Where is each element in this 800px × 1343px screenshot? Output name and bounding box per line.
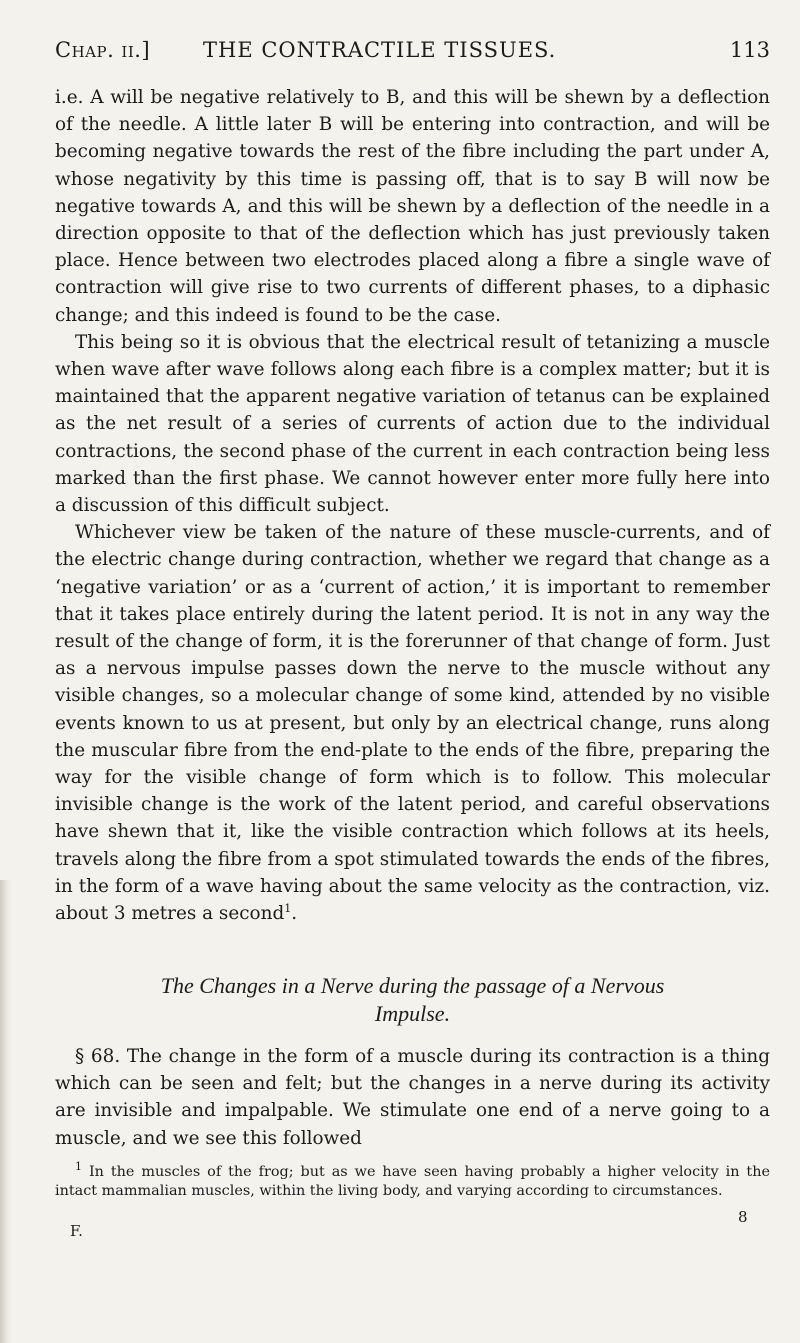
- sheet-number: 8: [738, 1208, 748, 1226]
- paragraph-2: This being so it is obvious that the electrical result of tetanizing a muscle when wave after wave follows along each fibre is a complex matter; but it is maintained that the apparent negative variation of tetanus can be explained as the net result of a series of currents of action due to the individual contractions, the second phase of the current in each contraction being less marked than the first phase. We cannot however enter more fully here into a discussion of this difficult subject.: [55, 331, 770, 517]
- running-head: [55, 38, 770, 74]
- footnote-marker: 1: [75, 1160, 82, 1174]
- page-title: THE CONTRACTILE TISSUES.: [203, 38, 557, 62]
- chapter-label: Chap. ii.]: [55, 38, 151, 62]
- footnote-text: In the muscles of the frog; but as we have seen having probably a higher velocity in the intact mammalian muscles, within the living body, and varying according to circumstances.: [55, 1164, 770, 1199]
- printer-signature: F.: [70, 1222, 83, 1240]
- footnote-reference: 1: [284, 901, 292, 915]
- paragraph-3: Whichever view be taken of the nature of these muscle-currents, and of the electric change during contraction, whether we regard that change as a ‘negative variation’ or as a ‘current of action,’ it is important to remember that it takes place entirely during the latent period. It is not in any way the result of the change of form, it is the forerunner of that change of form. Just as a nervous impulse passes down the nerve to the muscle without any visible changes, so a molecular change of some kind, attended by no visible events known to us at present, but only by an electrical change, runs along the muscular fibre from the end-plate to the ends of the fibre, preparing the way for the visible change of form which is to follow. This molecular invisible change is the work of the latent period, and careful observations have shewn that it, like the visible contraction which follows at its heels, travels along the fibre from a spot stimulated towards the ends of the fibres, in the form of a wave having about the same velocity as the contraction, viz. about 3 metres a second$^1$.: [55, 522, 770, 925]
- section-paragraph: § 68. The change in the form of a muscle during its contraction is a thing which can be seen and felt; but the changes in a nerve during its activity are invisible and impalpable. We stimulate one end of a nerve going to a muscle, and we see this followed: [55, 1046, 770, 1149]
- main-text: [55, 84, 770, 927]
- book-binding-shadow: [0, 880, 12, 1343]
- paragraph-3-text: Whichever view be taken of the nature of these muscle-currents, and of the electric change during contraction, whether we regard that change as a ‘negative variation’ or as a ‘current of action,’ it is important to remember that it takes place entirely during the latent period. It is not in any way the result of the change of form, it is the forerunner of that change of form. Just as a nervous impulse passes down the nerve to the muscle without any visible changes, so a molecular change of some kind, attended by no visible events known to us at present, but only by an electrical change, runs along the muscular fibre from the end-plate to the ends of the fibre, preparing the way for the visible change of form which is to follow. This molecular invisible change is the work of the latent period, and careful observations have shewn that it, like the visible contraction which follows at its heels, travels along the fibre from a spot stimulated towards the ends of the fibres, in the form of a wave having about the same velocity as the contraction, viz. about 3 metres a second: [55, 522, 770, 925]
- section-heading-line-2: Impulse.: [374, 1001, 451, 1026]
- paragraph-1: i.e. A will be negative relatively to B, and this will be shewn by a deflection of the needle. A little later B will be entering into contraction, and will be becoming negative towards the rest of the fibre including the part under A, whose negativity by this time is passing off, that is to say B will now be negative towards A, and this will be shewn by a deflection of the needle in a direction opposite to that of the deflection which has just previously taken place. Hence between two electrodes placed along a fibre a single wave of contraction will give rise to two currents of different phases, to a diphasic change; and this indeed is found to be the case.: [55, 87, 770, 326]
- section-heading-line-1: The Changes in a Nerve during the passage of a Nervous: [160, 973, 665, 998]
- page-number: 113: [729, 38, 770, 62]
- section-heading: [55, 972, 770, 1028]
- footnote: [55, 1160, 770, 1201]
